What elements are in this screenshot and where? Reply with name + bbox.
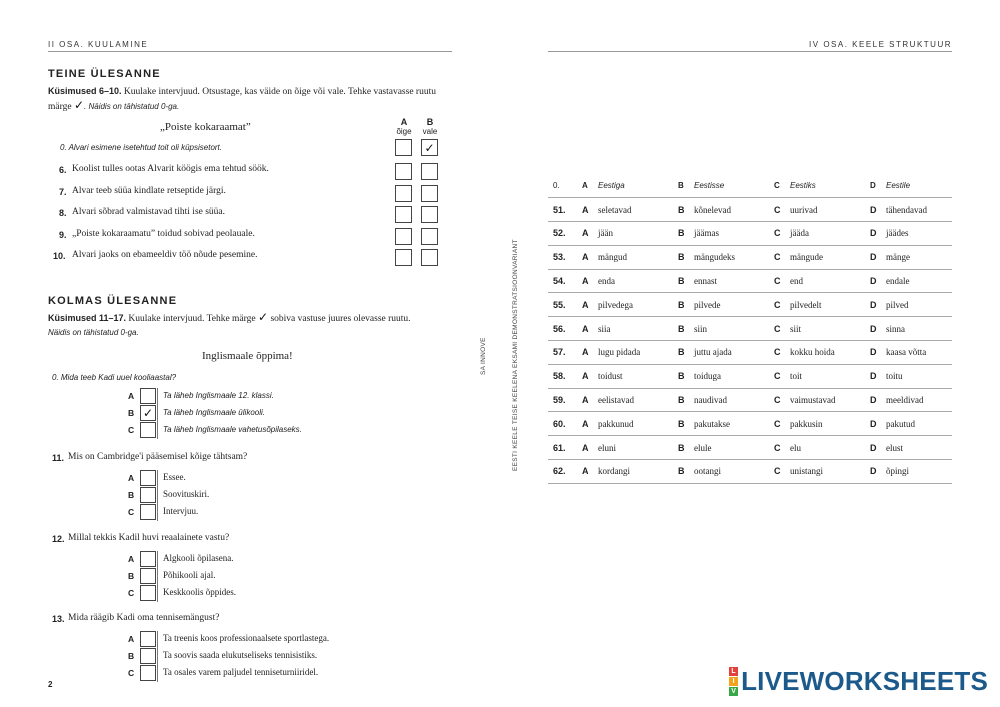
answer-box-9b[interactable]	[421, 228, 438, 245]
option-box[interactable]	[140, 631, 156, 647]
option-word-a: mängud	[598, 245, 678, 269]
option-text: Intervjuu.	[163, 506, 199, 516]
answer-box-7a[interactable]	[395, 185, 412, 202]
question-text: Mis on Cambridge'i pääsemisel kõige tähtsam?	[68, 452, 248, 462]
option-letter-a: A	[582, 174, 598, 198]
option-word-d: mänge	[886, 245, 952, 269]
statement-text: Alvari jaoks on ebameeldiv töö nõude pesemine.	[72, 250, 258, 261]
option-letter: C	[128, 507, 135, 517]
option-letter-d: D	[870, 222, 886, 246]
option-word-d: endale	[886, 269, 952, 293]
row-number: 62.	[548, 460, 582, 484]
row-number: 60.	[548, 412, 582, 436]
option-letter: B	[128, 651, 135, 661]
option-word-d: pakutud	[886, 412, 952, 436]
option-divider	[157, 631, 158, 682]
option-word-b: Eestisse	[694, 174, 774, 198]
option-text: Algkooli õpilasena.	[163, 553, 234, 563]
statement-number: 6.	[59, 165, 67, 175]
statement-number: 9.	[59, 229, 67, 240]
option-letter-c: C	[774, 364, 790, 388]
option-text: Ta soovis saada elukutseliseks tennisistiks.	[163, 650, 318, 660]
answer-box-0b[interactable]	[421, 139, 438, 156]
option-word-b: ootangi	[694, 460, 774, 484]
task2-instr-bold: Küsimused 6–10.	[48, 86, 122, 96]
option-word-a: eluni	[598, 436, 678, 460]
option-box[interactable]	[140, 648, 156, 664]
option-letter-c: C	[774, 293, 790, 317]
statement-text: „Poiste kokaraamatu” toidud sobivad peolauale.	[72, 228, 255, 239]
option-letter-d: D	[870, 436, 886, 460]
statement-text: Koolist tulles ootas Alvarit köögis ema tehtud söök.	[72, 164, 269, 174]
option-letter-c: C	[774, 460, 790, 484]
col-b-letter: B	[426, 117, 434, 127]
option-word-b: toiduga	[694, 364, 774, 388]
left-header-rule	[48, 51, 452, 52]
table-row	[548, 436, 952, 460]
option-divider	[157, 470, 158, 521]
option-letter-d: D	[870, 174, 886, 198]
option-letter-a: A	[582, 412, 598, 436]
option-text: Essee.	[163, 472, 186, 482]
option-word-a: enda	[598, 269, 678, 293]
option-letter-d: D	[870, 341, 886, 365]
option-word-a: Eestiga	[598, 174, 678, 198]
option-letter: C	[128, 668, 135, 678]
row-number: 53.	[548, 245, 582, 269]
option-letter-b: B	[678, 269, 694, 293]
spine-publisher: SA INNOVE	[480, 337, 487, 375]
left-page-header: II OSA. KUULAMINE	[48, 40, 149, 49]
option-word-a: jään	[598, 222, 678, 246]
option-text: Keskkoolis õppides.	[163, 587, 236, 597]
option-box[interactable]	[140, 487, 156, 503]
answer-box-9a[interactable]	[395, 228, 412, 245]
option-word-d: kaasa võtta	[886, 341, 952, 365]
task2-instr-example: . Näidis on tähistatud 0-ga.	[84, 102, 180, 111]
option-word-a: toidust	[598, 364, 678, 388]
row-number: 51.	[548, 198, 582, 222]
row-number: 52.	[548, 222, 582, 246]
option-word-c: elu	[790, 436, 870, 460]
option-word-c: kokku hoida	[790, 341, 870, 365]
option-letter-a: A	[582, 364, 598, 388]
option-letter-c: C	[774, 174, 790, 198]
option-letter-d: D	[870, 412, 886, 436]
option-letter: C	[128, 588, 135, 598]
option-word-b: pilvede	[694, 293, 774, 317]
option-letter-b: B	[678, 436, 694, 460]
logo-letter: L	[729, 667, 738, 676]
table-row	[548, 388, 952, 412]
check-icon: ✓	[73, 98, 85, 112]
option-letter-a: A	[582, 436, 598, 460]
option-word-c: uurivad	[790, 198, 870, 222]
liveworksheets-logo	[729, 666, 988, 697]
table-row	[548, 460, 952, 484]
row-number: 57.	[548, 341, 582, 365]
option-word-d: õpingi	[886, 460, 952, 484]
option-letter-c: C	[774, 222, 790, 246]
option-letter-a: A	[582, 317, 598, 341]
option-letter-a: A	[582, 460, 598, 484]
option-word-c: pilvedelt	[790, 293, 870, 317]
table-row	[548, 222, 952, 246]
option-letter-d: D	[870, 317, 886, 341]
task3-instr-bold: Küsimused 11–17.	[48, 313, 127, 323]
option-text: Ta läheb Inglismaale 12. klassi.	[163, 391, 274, 400]
statement-text: Alvar teeb süüa kindlate retseptide järgi.	[72, 185, 226, 196]
option-letter: A	[128, 391, 135, 401]
col-a-header	[394, 118, 414, 136]
option-letter-b: B	[678, 222, 694, 246]
statement-number: 10.	[53, 251, 66, 262]
option-word-d: sinna	[886, 317, 952, 341]
question-number: 11.	[52, 453, 65, 463]
option-letter-b: B	[678, 174, 694, 198]
table-row	[548, 412, 952, 436]
option-letter-c: C	[774, 388, 790, 412]
option-word-d: meeldivad	[886, 388, 952, 412]
option-word-c: mängude	[790, 245, 870, 269]
col-a-word: õige	[396, 127, 412, 136]
table-row	[548, 245, 952, 269]
option-letter-c: C	[774, 412, 790, 436]
option-letter-b: B	[678, 412, 694, 436]
option-text: Ta läheb Inglismaale ülikooli.	[163, 408, 265, 417]
answer-box-0a[interactable]	[395, 139, 412, 156]
task3-heading: KOLMAS ÜLESANNE	[48, 295, 178, 307]
table-row	[548, 317, 952, 341]
option-letter-b: B	[678, 341, 694, 365]
task3-instr-example: Näidis on tähistatud 0-ga.	[48, 328, 139, 337]
option-letter-a: A	[582, 222, 598, 246]
option-box[interactable]	[140, 470, 156, 486]
row-number: 58.	[548, 364, 582, 388]
option-word-c: vaimustavad	[790, 388, 870, 412]
check-icon: ✓	[258, 310, 269, 324]
option-box[interactable]	[140, 585, 156, 601]
task3-instructions	[48, 311, 448, 340]
answer-box-10a[interactable]	[395, 249, 412, 266]
option-text: Põhikooli ajal.	[163, 570, 216, 580]
option-word-d: elust	[886, 436, 952, 460]
option-letter-c: C	[774, 436, 790, 460]
option-box[interactable]	[140, 422, 156, 438]
option-box[interactable]	[140, 568, 156, 584]
option-word-a: seletavad	[598, 198, 678, 222]
task2-instr-text: Kuulake intervjuud. Otsustage, kas väide on õige või vale. Tehke vastavasse ruutu märge	[48, 87, 436, 112]
right-header-rule	[548, 51, 952, 52]
table-row	[548, 341, 952, 365]
answer-box-6a[interactable]	[395, 163, 412, 180]
option-word-b: elule	[694, 436, 774, 460]
option-letter-d: D	[870, 198, 886, 222]
option-word-d: Eestile	[886, 174, 952, 198]
col-b-word: vale	[422, 127, 438, 136]
check-icon: ✓	[142, 406, 154, 420]
check-icon: ✓	[424, 140, 435, 155]
row-number: 55.	[548, 293, 582, 317]
task2-instructions	[48, 84, 448, 114]
row-number: 56.	[548, 317, 582, 341]
option-divider	[157, 551, 158, 602]
option-word-c: end	[790, 269, 870, 293]
option-word-c: siit	[790, 317, 870, 341]
option-word-c: Eestiks	[790, 174, 870, 198]
option-word-b: ennast	[694, 269, 774, 293]
table-row	[548, 198, 952, 222]
option-letter-a: A	[582, 341, 598, 365]
option-text: Ta treenis koos professionaalsete sportlastega.	[163, 633, 330, 643]
option-letter-b: B	[678, 388, 694, 412]
option-word-c: jääda	[790, 222, 870, 246]
table-row	[548, 174, 952, 198]
option-word-d: tähendavad	[886, 198, 952, 222]
option-divider	[157, 388, 158, 439]
col-a-letter: A	[400, 117, 408, 127]
option-letter-b: B	[678, 198, 694, 222]
option-letter-c: C	[774, 269, 790, 293]
option-word-a: lugu pidada	[598, 341, 678, 365]
row-number: 59.	[548, 388, 582, 412]
option-letter-d: D	[870, 245, 886, 269]
option-letter: B	[128, 408, 135, 418]
option-text: Soovituskiri.	[163, 489, 210, 499]
answer-box-6b[interactable]	[421, 163, 438, 180]
option-letter-c: C	[774, 341, 790, 365]
option-box[interactable]	[140, 665, 156, 681]
option-box[interactable]	[140, 551, 156, 567]
task3-instr-text2: sobiva vastuse juures olevasse ruutu.	[270, 314, 411, 324]
option-word-d: toitu	[886, 364, 952, 388]
option-box[interactable]	[140, 405, 156, 421]
task2-example: 0. Alvari esimene isetehtud toit oli küpsisetort.	[60, 143, 223, 152]
option-letter-d: D	[870, 388, 886, 412]
option-letter: B	[128, 571, 135, 581]
option-word-b: naudivad	[694, 388, 774, 412]
statement-number: 7.	[59, 186, 67, 197]
row-number: 61.	[548, 436, 582, 460]
answer-box-10b[interactable]	[421, 249, 438, 266]
option-text: Ta osales varem paljudel tenniseturniiridel.	[163, 667, 319, 677]
question-text: Millal tekkis Kadil huvi reaalainete vastu?	[68, 533, 230, 543]
option-word-b: mängudeks	[694, 245, 774, 269]
option-letter: A	[128, 554, 135, 564]
option-letter-c: C	[774, 198, 790, 222]
option-word-b: juttu ajada	[694, 341, 774, 365]
option-letter-b: B	[678, 293, 694, 317]
option-letter-b: B	[678, 245, 694, 269]
option-letter-a: A	[582, 198, 598, 222]
option-box[interactable]	[140, 504, 156, 520]
option-letter-a: A	[582, 388, 598, 412]
task3-instr-text: Kuulake intervjuud. Tehke märge	[128, 314, 256, 324]
option-letter-d: D	[870, 293, 886, 317]
table-row	[548, 364, 952, 388]
question-number: 12.	[52, 534, 65, 544]
right-page-header: IV OSA. KEELE STRUKTUUR	[809, 40, 952, 49]
spine-title: EESTI KEELE TEISE KEELENA EKSAMI DEMONSTRATSIOONVARIANT	[512, 239, 519, 471]
option-word-a: pilvedega	[598, 293, 678, 317]
option-letter: C	[128, 425, 135, 435]
task2-heading: TEINE ÜLESANNE	[48, 68, 161, 80]
table-row	[548, 269, 952, 293]
statement-number: 8.	[59, 208, 67, 219]
question-text: Mida räägib Kadi oma tennisemängust?	[68, 613, 220, 623]
option-word-c: toit	[790, 364, 870, 388]
question-number: 13.	[52, 614, 65, 624]
logo-letter: V	[729, 687, 738, 696]
answer-box-8a[interactable]	[395, 206, 412, 223]
option-word-a: kordangi	[598, 460, 678, 484]
option-word-a: siia	[598, 317, 678, 341]
row-number: 0.	[548, 174, 582, 198]
answer-box-8b[interactable]	[421, 206, 438, 223]
option-word-d: pilved	[886, 293, 952, 317]
structure-table	[548, 174, 952, 484]
option-word-b: siin	[694, 317, 774, 341]
option-word-a: eelistavad	[598, 388, 678, 412]
option-word-b: pakutakse	[694, 412, 774, 436]
option-word-a: pakkunud	[598, 412, 678, 436]
option-letter-d: D	[870, 269, 886, 293]
option-letter-b: B	[678, 460, 694, 484]
logo-mark-icon	[729, 667, 738, 696]
row-number: 54.	[548, 269, 582, 293]
statement-text: Alvari sõbrad valmistavad tihti ise süüa.	[72, 207, 226, 218]
option-letter-d: D	[870, 364, 886, 388]
page-number: 2	[48, 680, 53, 689]
option-letter-a: A	[582, 269, 598, 293]
option-letter-b: B	[678, 364, 694, 388]
option-letter-a: A	[582, 293, 598, 317]
table-row	[548, 293, 952, 317]
option-letter-b: B	[678, 317, 694, 341]
option-word-d: jäädes	[886, 222, 952, 246]
option-word-b: kõnelevad	[694, 198, 774, 222]
option-letter: A	[128, 634, 135, 644]
logo-wordmark: LIVEWORKSHEETS	[741, 666, 988, 696]
option-word-c: pakkusin	[790, 412, 870, 436]
task2-title: „Poiste kokaraamat”	[160, 121, 251, 133]
task3-title: Inglismaale õppima!	[202, 350, 293, 362]
option-box[interactable]	[140, 388, 156, 404]
option-letter-d: D	[870, 460, 886, 484]
logo-letter: I	[729, 677, 738, 686]
option-letter-a: A	[582, 245, 598, 269]
col-b-header	[420, 118, 440, 136]
option-word-b: jäämas	[694, 222, 774, 246]
task3-example-question: 0. Mida teeb Kadi uuel kooliaastal?	[52, 373, 177, 382]
option-text: Ta läheb Inglismaale vahetusõpilaseks.	[163, 425, 302, 434]
option-letter: A	[128, 473, 135, 483]
answer-box-7b[interactable]	[421, 185, 438, 202]
option-word-c: unistangi	[790, 460, 870, 484]
option-letter: B	[128, 490, 135, 500]
option-letter-c: C	[774, 317, 790, 341]
option-letter-c: C	[774, 245, 790, 269]
